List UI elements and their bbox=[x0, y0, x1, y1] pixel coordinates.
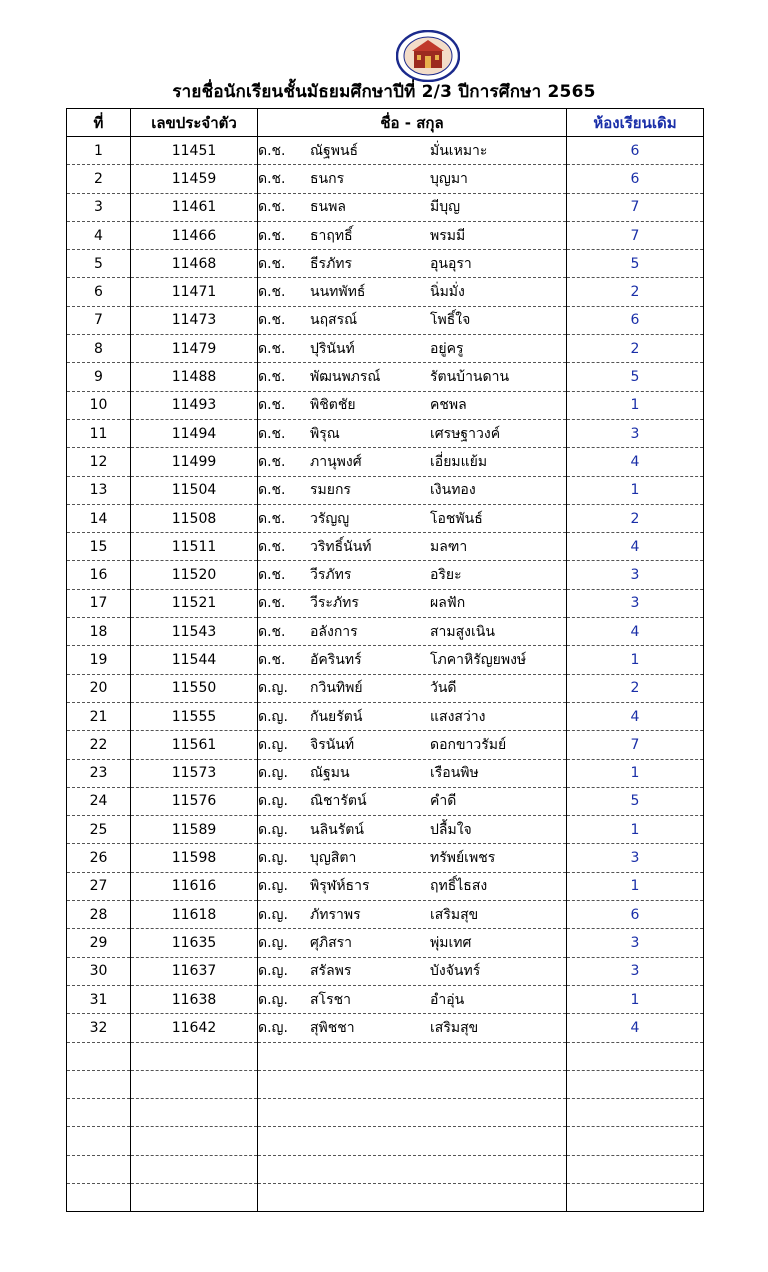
student-last-name: เรือนพิษ bbox=[430, 765, 479, 782]
table-row bbox=[67, 137, 704, 165]
student-name bbox=[258, 533, 567, 561]
table-row bbox=[67, 816, 704, 844]
student-prefix: ด.ญ. bbox=[258, 934, 288, 951]
student-first-name: นลินรัตน์ bbox=[310, 821, 364, 838]
student-room: 1 bbox=[567, 816, 704, 844]
table-row bbox=[67, 165, 704, 193]
student-id: 11561 bbox=[131, 731, 258, 759]
student-last-name: ดอกขาวรัมย์ bbox=[430, 736, 507, 753]
student-name bbox=[258, 929, 567, 957]
student-name bbox=[258, 306, 567, 334]
header-no: ที่ bbox=[67, 109, 131, 137]
table-row bbox=[67, 504, 704, 532]
student-prefix: ด.ช. bbox=[258, 255, 286, 272]
student-last-name: สามสูงเนิน bbox=[430, 623, 495, 640]
student-room: 3 bbox=[567, 844, 704, 872]
student-room: 7 bbox=[567, 731, 704, 759]
student-id: 11459 bbox=[131, 165, 258, 193]
table-row bbox=[67, 674, 704, 702]
student-first-name: สรัลพร bbox=[310, 963, 352, 980]
table-row bbox=[67, 957, 704, 985]
empty-cell bbox=[131, 1183, 258, 1211]
student-id: 11638 bbox=[131, 985, 258, 1013]
table-row bbox=[67, 250, 704, 278]
student-last-name: เสริมสุข bbox=[430, 906, 479, 923]
table-row bbox=[67, 363, 704, 391]
table-row bbox=[67, 221, 704, 249]
student-id: 11520 bbox=[131, 561, 258, 589]
student-last-name: เอี่ยมแย้ม bbox=[430, 453, 488, 470]
student-id: 11511 bbox=[131, 533, 258, 561]
student-prefix: ด.ช. bbox=[258, 651, 286, 668]
student-id: 11451 bbox=[131, 137, 258, 165]
student-name bbox=[258, 589, 567, 617]
student-last-name: พรมมี bbox=[430, 227, 466, 244]
student-room: 6 bbox=[567, 901, 704, 929]
student-name bbox=[258, 419, 567, 447]
student-name bbox=[258, 137, 567, 165]
empty-cell bbox=[258, 1183, 567, 1211]
student-no: 14 bbox=[67, 504, 131, 532]
student-name bbox=[258, 702, 567, 730]
student-id: 11635 bbox=[131, 929, 258, 957]
student-prefix: ด.ช. bbox=[258, 623, 286, 640]
student-name bbox=[258, 646, 567, 674]
student-prefix: ด.ช. bbox=[258, 170, 286, 187]
student-id: 11473 bbox=[131, 306, 258, 334]
student-prefix: ด.ช. bbox=[258, 340, 286, 357]
student-name bbox=[258, 391, 567, 419]
student-first-name: พิรุณ bbox=[310, 425, 340, 442]
student-last-name: อำอุ่น bbox=[430, 991, 465, 1008]
student-room: 7 bbox=[567, 221, 704, 249]
student-name bbox=[258, 985, 567, 1013]
empty-cell bbox=[67, 1042, 131, 1070]
empty-cell bbox=[258, 1099, 567, 1127]
student-no: 19 bbox=[67, 646, 131, 674]
empty-row bbox=[67, 1127, 704, 1155]
student-first-name: วริทธิ์นันท์ bbox=[310, 538, 372, 555]
student-id: 11616 bbox=[131, 872, 258, 900]
table-row bbox=[67, 731, 704, 759]
student-name bbox=[258, 787, 567, 815]
student-prefix: ด.ช. bbox=[258, 567, 286, 584]
student-id: 11466 bbox=[131, 221, 258, 249]
student-no: 22 bbox=[67, 731, 131, 759]
student-id: 11573 bbox=[131, 759, 258, 787]
empty-cell bbox=[567, 1070, 704, 1098]
table-row bbox=[67, 561, 704, 589]
student-first-name: จิรนันท์ bbox=[310, 736, 355, 753]
student-prefix: ด.ช. bbox=[258, 510, 286, 527]
student-room: 3 bbox=[567, 419, 704, 447]
student-no: 2 bbox=[67, 165, 131, 193]
empty-cell bbox=[131, 1099, 258, 1127]
student-last-name: ผลฟัก bbox=[430, 595, 466, 612]
student-id: 11543 bbox=[131, 618, 258, 646]
student-name bbox=[258, 1014, 567, 1042]
student-no: 9 bbox=[67, 363, 131, 391]
student-no: 6 bbox=[67, 278, 131, 306]
roster-body bbox=[67, 137, 704, 1212]
student-id: 11618 bbox=[131, 901, 258, 929]
table-row bbox=[67, 533, 704, 561]
student-first-name: นฤสรณ์ bbox=[310, 312, 358, 329]
student-prefix: ด.ญ. bbox=[258, 963, 288, 980]
student-first-name: บุญสิตา bbox=[310, 850, 357, 867]
student-room: 6 bbox=[567, 137, 704, 165]
student-name bbox=[258, 731, 567, 759]
student-room: 2 bbox=[567, 674, 704, 702]
table-row bbox=[67, 306, 704, 334]
student-prefix: ด.ญ. bbox=[258, 708, 288, 725]
student-last-name: บังจันทร์ bbox=[430, 963, 481, 980]
empty-row bbox=[67, 1155, 704, 1183]
student-prefix: ด.ญ. bbox=[258, 765, 288, 782]
student-last-name: นิ่มมั่ง bbox=[430, 284, 465, 301]
student-last-name: คำดี bbox=[430, 793, 457, 810]
student-first-name: ณัฐพนธ์ bbox=[310, 142, 359, 159]
empty-row bbox=[67, 1070, 704, 1098]
student-no: 13 bbox=[67, 476, 131, 504]
student-prefix: ด.ช. bbox=[258, 369, 286, 386]
student-last-name: เงินทอง bbox=[430, 482, 476, 499]
table-row bbox=[67, 391, 704, 419]
student-first-name: อัครินทร์ bbox=[310, 651, 362, 668]
student-last-name: มลฑา bbox=[430, 538, 468, 555]
student-prefix: ด.ช. bbox=[258, 142, 286, 159]
student-room: 1 bbox=[567, 872, 704, 900]
student-no: 17 bbox=[67, 589, 131, 617]
student-id: 11499 bbox=[131, 448, 258, 476]
student-name bbox=[258, 561, 567, 589]
student-name bbox=[258, 250, 567, 278]
student-id: 11637 bbox=[131, 957, 258, 985]
student-no: 15 bbox=[67, 533, 131, 561]
student-no: 23 bbox=[67, 759, 131, 787]
student-first-name: ปุรินันท์ bbox=[310, 340, 355, 357]
student-id: 11544 bbox=[131, 646, 258, 674]
student-room: 1 bbox=[567, 759, 704, 787]
empty-cell bbox=[67, 1070, 131, 1098]
student-prefix: ด.ญ. bbox=[258, 736, 288, 753]
student-first-name: ณัฐมน bbox=[310, 765, 350, 782]
student-first-name: ภัทราพร bbox=[310, 906, 361, 923]
table-row bbox=[67, 618, 704, 646]
student-prefix: ด.ญ. bbox=[258, 680, 288, 697]
student-last-name: พุ่มเทศ bbox=[430, 934, 472, 951]
table-row bbox=[67, 901, 704, 929]
student-no: 24 bbox=[67, 787, 131, 815]
student-name bbox=[258, 363, 567, 391]
student-prefix: ด.ญ. bbox=[258, 821, 288, 838]
student-last-name: ทรัพย์เพชร bbox=[430, 850, 496, 867]
student-no: 32 bbox=[67, 1014, 131, 1042]
student-no: 1 bbox=[67, 137, 131, 165]
student-name bbox=[258, 278, 567, 306]
student-last-name: โพธิ์ใจ bbox=[430, 312, 471, 329]
table-row bbox=[67, 1014, 704, 1042]
student-first-name: รมยกร bbox=[310, 482, 351, 499]
table-row bbox=[67, 448, 704, 476]
student-no: 11 bbox=[67, 419, 131, 447]
student-prefix: ด.ช. bbox=[258, 312, 286, 329]
empty-row bbox=[67, 1183, 704, 1211]
student-id: 11642 bbox=[131, 1014, 258, 1042]
student-last-name: มีบุญ bbox=[430, 199, 461, 216]
table-row bbox=[67, 419, 704, 447]
student-no: 28 bbox=[67, 901, 131, 929]
student-first-name: สุพิชชา bbox=[310, 1019, 355, 1036]
student-prefix: ด.ช. bbox=[258, 227, 286, 244]
student-prefix: ด.ช. bbox=[258, 284, 286, 301]
student-name bbox=[258, 504, 567, 532]
student-first-name: ศุภิสรา bbox=[310, 934, 353, 951]
table-row bbox=[67, 844, 704, 872]
student-id: 11471 bbox=[131, 278, 258, 306]
student-last-name: วันดี bbox=[430, 680, 457, 697]
student-prefix: ด.ญ. bbox=[258, 793, 288, 810]
empty-cell bbox=[131, 1155, 258, 1183]
student-first-name: อลังการ bbox=[310, 623, 358, 640]
student-room: 3 bbox=[567, 957, 704, 985]
student-id: 11598 bbox=[131, 844, 258, 872]
student-first-name: พัฒนพภรณ์ bbox=[310, 369, 381, 386]
student-name bbox=[258, 901, 567, 929]
empty-cell bbox=[258, 1070, 567, 1098]
student-last-name: เสริมสุข bbox=[430, 1019, 479, 1036]
student-prefix: ด.ช. bbox=[258, 595, 286, 612]
student-id: 11521 bbox=[131, 589, 258, 617]
table-row bbox=[67, 872, 704, 900]
student-name bbox=[258, 335, 567, 363]
student-first-name: พิชิตชัย bbox=[310, 397, 356, 414]
empty-cell bbox=[131, 1127, 258, 1155]
student-prefix: ด.ช. bbox=[258, 453, 286, 470]
student-room: 2 bbox=[567, 504, 704, 532]
student-room: 3 bbox=[567, 589, 704, 617]
student-name bbox=[258, 816, 567, 844]
student-room: 5 bbox=[567, 363, 704, 391]
student-room: 7 bbox=[567, 193, 704, 221]
student-first-name: ภานุพงศ์ bbox=[310, 453, 362, 470]
empty-cell bbox=[567, 1155, 704, 1183]
empty-cell bbox=[258, 1155, 567, 1183]
student-id: 11468 bbox=[131, 250, 258, 278]
student-prefix: ด.ช. bbox=[258, 482, 286, 499]
student-no: 12 bbox=[67, 448, 131, 476]
student-last-name: อยู่ครู bbox=[430, 340, 464, 357]
empty-cell bbox=[258, 1127, 567, 1155]
student-name bbox=[258, 193, 567, 221]
student-name bbox=[258, 221, 567, 249]
student-id: 11576 bbox=[131, 787, 258, 815]
student-prefix: ด.ช. bbox=[258, 425, 286, 442]
student-room: 4 bbox=[567, 533, 704, 561]
empty-cell bbox=[567, 1127, 704, 1155]
student-id: 11494 bbox=[131, 419, 258, 447]
student-room: 1 bbox=[567, 391, 704, 419]
student-first-name: ธนพล bbox=[310, 199, 346, 216]
student-last-name: คชพล bbox=[430, 397, 467, 414]
student-prefix: ด.ช. bbox=[258, 538, 286, 555]
student-last-name: ฤทธิ์ไธสง bbox=[430, 878, 488, 895]
empty-row bbox=[67, 1042, 704, 1070]
empty-cell bbox=[67, 1183, 131, 1211]
student-prefix: ด.ญ. bbox=[258, 878, 288, 895]
student-room: 3 bbox=[567, 929, 704, 957]
student-last-name: รัตนบ้านดาน bbox=[430, 369, 510, 386]
student-id: 11508 bbox=[131, 504, 258, 532]
empty-cell bbox=[567, 1099, 704, 1127]
student-id: 11555 bbox=[131, 702, 258, 730]
student-last-name: ปลื้มใจ bbox=[430, 821, 472, 838]
page-title: รายชื่อนักเรียนชั้นมัธยมศึกษาปีที่ 2/3 ปีการศึกษา 2565 bbox=[172, 82, 596, 102]
student-room: 3 bbox=[567, 561, 704, 589]
student-no: 26 bbox=[67, 844, 131, 872]
student-last-name: อุนอุรา bbox=[430, 255, 472, 272]
empty-cell bbox=[567, 1042, 704, 1070]
student-prefix: ด.ช. bbox=[258, 397, 286, 414]
student-id: 11479 bbox=[131, 335, 258, 363]
student-room: 6 bbox=[567, 165, 704, 193]
empty-cell bbox=[67, 1099, 131, 1127]
student-room: 2 bbox=[567, 335, 704, 363]
table-row bbox=[67, 787, 704, 815]
empty-cell bbox=[131, 1042, 258, 1070]
student-no: 31 bbox=[67, 985, 131, 1013]
student-no: 30 bbox=[67, 957, 131, 985]
student-name bbox=[258, 448, 567, 476]
student-prefix: ด.ญ. bbox=[258, 991, 288, 1008]
student-id: 11493 bbox=[131, 391, 258, 419]
student-first-name: นนทพัทธ์ bbox=[310, 284, 366, 301]
student-first-name: กวินทิพย์ bbox=[310, 680, 363, 697]
table-header-row bbox=[67, 109, 704, 137]
empty-cell bbox=[67, 1155, 131, 1183]
student-no: 18 bbox=[67, 618, 131, 646]
student-first-name: วีระภัทร bbox=[310, 595, 359, 612]
empty-cell bbox=[258, 1042, 567, 1070]
student-no: 4 bbox=[67, 221, 131, 249]
student-id: 11461 bbox=[131, 193, 258, 221]
header-room: ห้องเรียนเดิม bbox=[567, 109, 704, 137]
student-first-name: ธีรภัทร bbox=[310, 255, 353, 272]
student-room: 2 bbox=[567, 278, 704, 306]
student-id: 11504 bbox=[131, 476, 258, 504]
empty-row bbox=[67, 1099, 704, 1127]
student-id: 11589 bbox=[131, 816, 258, 844]
student-name bbox=[258, 957, 567, 985]
student-name bbox=[258, 872, 567, 900]
student-last-name: มั่นเหมาะ bbox=[430, 142, 488, 159]
table-row bbox=[67, 929, 704, 957]
student-last-name: โภคาหิรัญยพงษ์ bbox=[430, 651, 527, 668]
student-room: 4 bbox=[567, 618, 704, 646]
student-no: 21 bbox=[67, 702, 131, 730]
empty-cell bbox=[131, 1070, 258, 1098]
table-row bbox=[67, 278, 704, 306]
student-no: 10 bbox=[67, 391, 131, 419]
table-row bbox=[67, 589, 704, 617]
student-first-name: วีรภัทร bbox=[310, 567, 352, 584]
student-name bbox=[258, 844, 567, 872]
student-first-name: สโรชา bbox=[310, 991, 351, 1008]
table-row bbox=[67, 759, 704, 787]
student-no: 16 bbox=[67, 561, 131, 589]
student-name bbox=[258, 165, 567, 193]
student-room: 4 bbox=[567, 448, 704, 476]
student-no: 27 bbox=[67, 872, 131, 900]
student-last-name: แสงสว่าง bbox=[430, 708, 486, 725]
student-prefix: ด.ญ. bbox=[258, 850, 288, 867]
table-row bbox=[67, 985, 704, 1013]
header-id: เลขประจำตัว bbox=[131, 109, 258, 137]
student-no: 7 bbox=[67, 306, 131, 334]
table-row bbox=[67, 476, 704, 504]
student-room: 4 bbox=[567, 702, 704, 730]
student-no: 8 bbox=[67, 335, 131, 363]
student-first-name: วรัญญู bbox=[310, 510, 350, 527]
student-first-name: กันยรัตน์ bbox=[310, 708, 363, 725]
student-name bbox=[258, 674, 567, 702]
table-row bbox=[67, 335, 704, 363]
table-row bbox=[67, 646, 704, 674]
student-first-name: ธนกร bbox=[310, 170, 345, 187]
student-room: 5 bbox=[567, 250, 704, 278]
header-name: ชื่อ - สกุล bbox=[258, 109, 567, 137]
school-logo bbox=[396, 30, 460, 82]
student-no: 20 bbox=[67, 674, 131, 702]
student-no: 25 bbox=[67, 816, 131, 844]
student-prefix: ด.ญ. bbox=[258, 906, 288, 923]
student-prefix: ด.ช. bbox=[258, 199, 286, 216]
student-roster-table bbox=[66, 108, 704, 1212]
table-row bbox=[67, 702, 704, 730]
student-name bbox=[258, 759, 567, 787]
student-first-name: ณิชารัตน์ bbox=[310, 793, 367, 810]
student-no: 3 bbox=[67, 193, 131, 221]
student-last-name: โอชพันธ์ bbox=[430, 510, 483, 527]
student-last-name: อริยะ bbox=[430, 567, 462, 584]
student-prefix: ด.ญ. bbox=[258, 1019, 288, 1036]
student-room: 1 bbox=[567, 985, 704, 1013]
student-room: 5 bbox=[567, 787, 704, 815]
student-first-name: ธาฤทธิ์ bbox=[310, 227, 353, 244]
student-no: 29 bbox=[67, 929, 131, 957]
student-id: 11550 bbox=[131, 674, 258, 702]
student-room: 6 bbox=[567, 306, 704, 334]
student-id: 11488 bbox=[131, 363, 258, 391]
student-room: 1 bbox=[567, 646, 704, 674]
student-last-name: บุญมา bbox=[430, 170, 468, 187]
table-row bbox=[67, 193, 704, 221]
student-last-name: เศรษฐาวงค์ bbox=[430, 425, 501, 442]
student-first-name: พิรุฬห์ธาร bbox=[310, 878, 370, 895]
empty-cell bbox=[567, 1183, 704, 1211]
student-name bbox=[258, 618, 567, 646]
empty-cell bbox=[67, 1127, 131, 1155]
student-room: 1 bbox=[567, 476, 704, 504]
student-room: 4 bbox=[567, 1014, 704, 1042]
student-name bbox=[258, 476, 567, 504]
student-no: 5 bbox=[67, 250, 131, 278]
